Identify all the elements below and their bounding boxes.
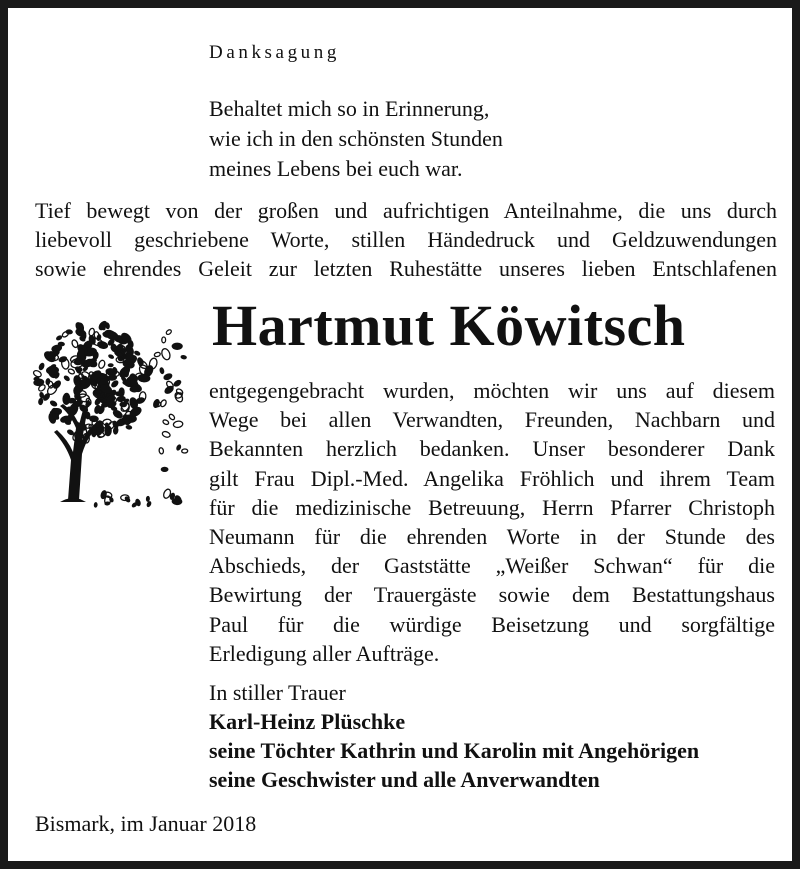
deceased-name: Hartmut Köwitsch xyxy=(212,293,686,358)
body-line: Abschieds, der Gaststätte „Weißer Schwan“ für die xyxy=(209,553,775,579)
notice-heading: Danksagung xyxy=(209,42,340,63)
place-date: Bismark, im Januar 2018 xyxy=(35,811,257,836)
body-line: entgegengebracht wurden, möchten wir uns auf diesem xyxy=(209,378,775,403)
motto-line: Behaltet mich so in Erinnerung, xyxy=(209,96,490,121)
motto-line: meines Lebens bei euch war. xyxy=(209,156,463,181)
body-line: Wege bei allen Verwandten, Freunden, Nachbarn und xyxy=(209,407,775,433)
body-line: gilt Frau Dipl.-Med. Angelika Fröhlich und ihrem Team xyxy=(209,465,775,491)
intro-line: Tief bewegt von der großen und aufrichtigen Anteilnahme, die uns durch xyxy=(35,198,777,223)
body-line: Paul für die würdige Beisetzung und sorgfältige xyxy=(209,611,775,637)
body-line: Neumann für die ehrenden Worte in der Stunde des xyxy=(209,524,775,550)
acknowledgement-paragraph xyxy=(209,376,775,668)
memorial-motto xyxy=(209,94,503,184)
body-line: Bewirtung der Trauergäste sowie dem Bestattungshaus xyxy=(209,582,775,608)
motto-line: wie ich in den schönsten Stunden xyxy=(209,126,503,151)
body-line: für die medizinische Betreuung, Herrn Pfarrer Christoph xyxy=(209,494,775,520)
signature-name: seine Geschwister und alle Anverwandten xyxy=(209,767,600,792)
intro-line: liebevoll geschriebene Worte, stillen Händedruck und Geldzuwendungen xyxy=(35,227,777,252)
intro-line: sowie ehrendes Geleit zur letzten Ruhestätte unseres lieben Entschlafenen xyxy=(35,256,777,281)
signature-block xyxy=(209,678,699,794)
body-line: Bekannten herzlich bedanken. Unser besonderer Dank xyxy=(209,436,775,462)
tree-with-falling-leaves-icon xyxy=(24,310,200,516)
signature-name: Karl-Heinz Plüschke xyxy=(209,709,406,734)
signature-name: seine Töchter Kathrin und Karolin mit Angehörigen xyxy=(209,738,700,763)
signature-intro: In stiller Trauer xyxy=(209,680,346,705)
intro-paragraph xyxy=(35,196,777,283)
body-line: Erledigung aller Aufträge. xyxy=(209,640,440,666)
